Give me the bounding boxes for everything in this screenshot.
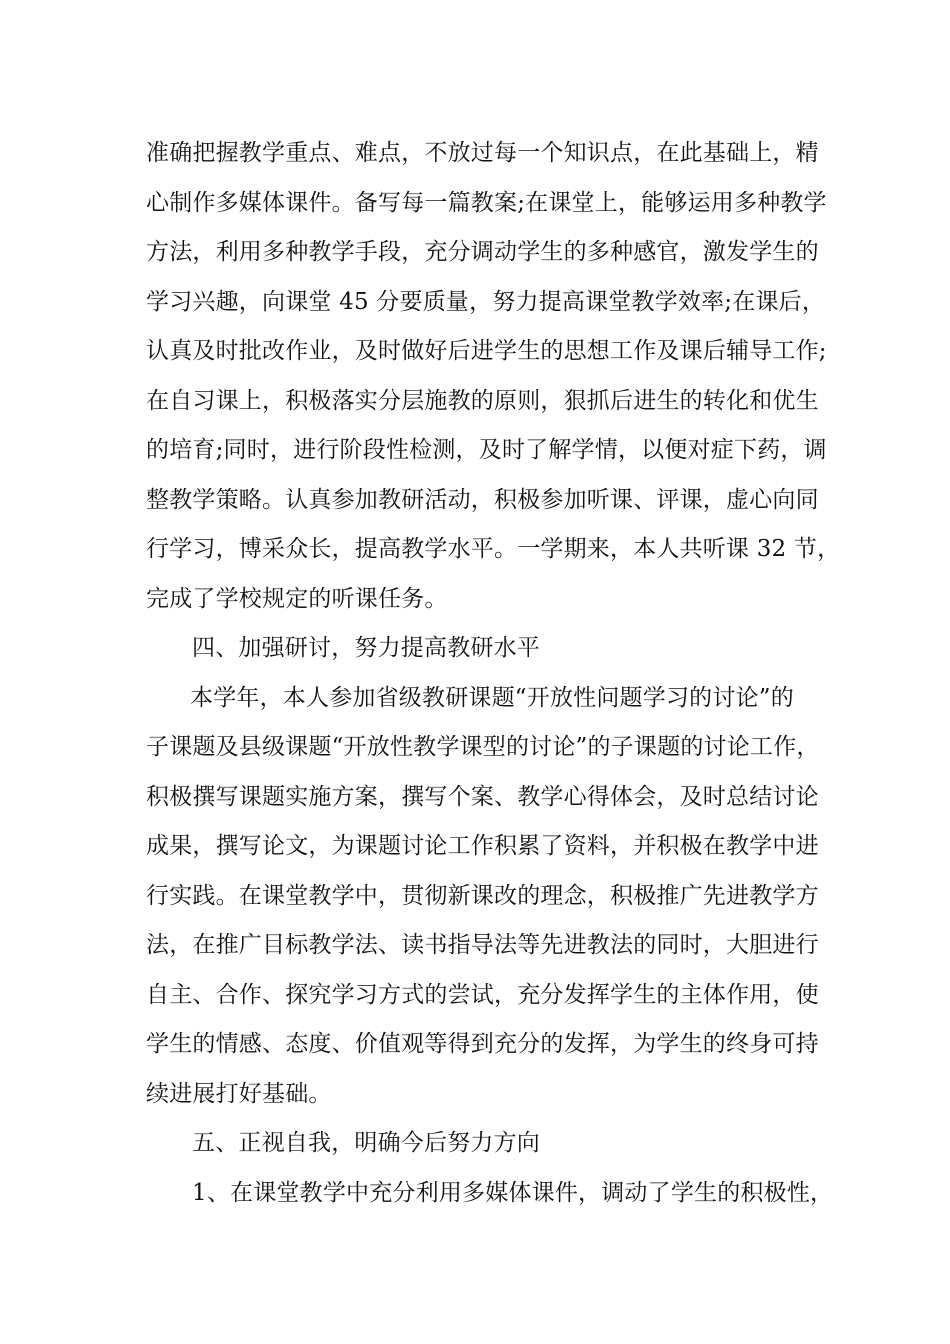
text-line: 法，在推广目标教学法、读书指导法等先进教法的同时，大胆进行 <box>146 932 819 958</box>
text-line: 行学习，博采众长，提高教学水平。一学期来，本人共听课 32 节， <box>146 536 841 562</box>
text-line: 完成了学校规定的听课任务。 <box>146 586 448 612</box>
text-line: 准确把握教学重点、难点，不放过每一个知识点，在此基础上，精 <box>146 140 819 166</box>
text-line: 心制作多媒体课件。备写每一篇教案;在课堂上，能够运用多种教学 <box>146 190 827 216</box>
text-line: 续进展打好基础。 <box>146 1081 332 1107</box>
text-line: 在自习课上，积极落实分层施教的原则，狠抓后进生的转化和优生 <box>146 388 819 414</box>
text-line: 学生的情感、态度、价值观等得到充分的发挥，为学生的终身可持 <box>146 1031 819 1057</box>
text-line: 子课题及县级课题“开放性教学课型的讨论”的子课题的讨论工作， <box>146 734 820 760</box>
text-line: 整教学策略。认真参加教研活动，积极参加听课、评课，虚心向同 <box>146 487 819 513</box>
text-line: 行实践。在课堂教学中，贯彻新课改的理念，积极推广先进教学方 <box>146 883 819 909</box>
text-line: 的培育;同时，进行阶段性检测，及时了解学情，以便对症下药，调 <box>146 437 827 463</box>
text-line: 成果，撰写论文，为课题讨论工作积累了资料，并积极在教学中进 <box>146 833 819 859</box>
text-line: 积极撰写课题实施方案，撰写个案、教学心得体会，及时总结讨论 <box>146 784 819 810</box>
section-heading-five: 五、正视自我，明确今后努力方向 <box>192 1130 540 1156</box>
text-line: 认真及时批改作业，及时做好后进学生的思想工作及课后辅导工作; <box>146 338 827 364</box>
text-line: 本学年，本人参加省级教研课题“开放性问题学习的讨论”的 <box>190 685 794 711</box>
text-line: 自主、合作、探究学习方式的尝试，充分发挥学生的主体作用，使 <box>146 982 819 1008</box>
text-line: 学习兴趣，向课堂 45 分要质量，努力提高课堂教学效率;在课后， <box>146 289 826 315</box>
text-line: 1、在课堂教学中充分利用多媒体课件，调动了学生的积极性， <box>192 1180 834 1206</box>
text-line: 方法，利用多种教学手段，充分调动学生的多种感官，激发学生的 <box>146 239 819 265</box>
section-heading-four: 四、加强研讨，努力提高教研水平 <box>192 635 540 661</box>
